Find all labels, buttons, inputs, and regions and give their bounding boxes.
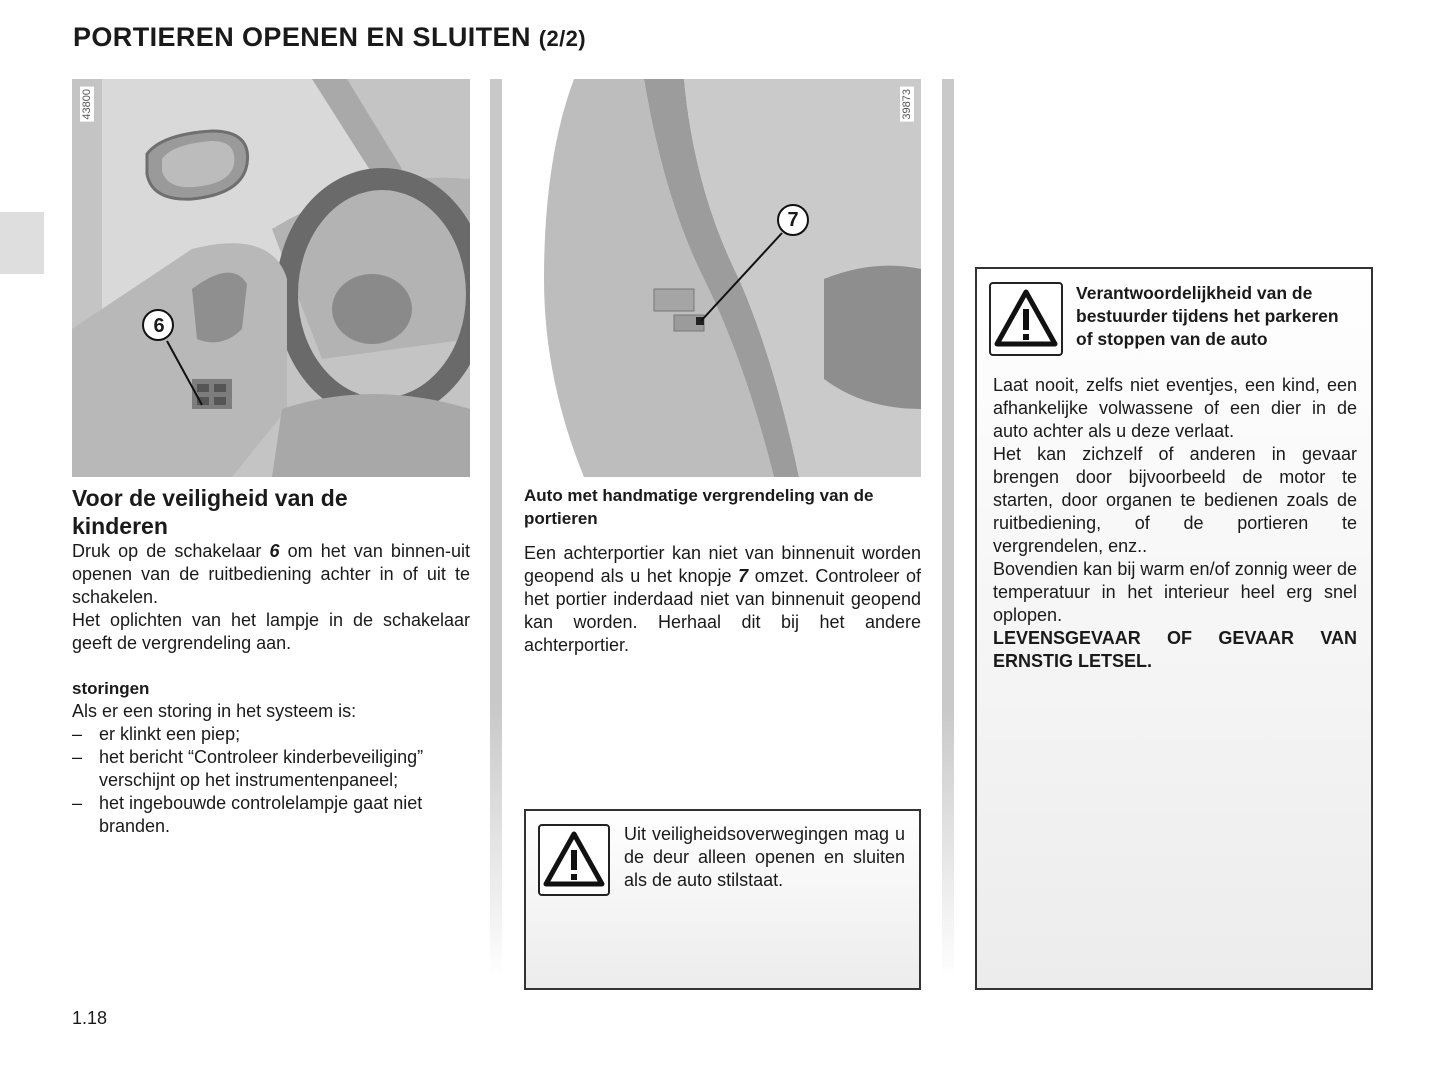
chapter-tab [0,212,44,274]
page-number: 1.18 [72,1008,108,1028]
p1-switch-number: 6 [269,541,280,561]
figure-interior-photo [72,79,470,477]
warning-door-text: Uit veiligheidsoverwegingen mag u de deur alleen openen en sluiten als de auto stilstaat. [624,824,905,890]
warning-driver-danger: LEVENSGEVAAR OF GEVAAR VAN ERNSTIG LETSEL. [993,628,1357,671]
manual-locking-paragraph: Een achterportier kan niet van binnenuit worden geopend als u het knopje 7 omzet. Controleer of het portier inderdaad niet van binnenuit geopend kan worden. Herhaal dit bij het andere achterportier. [524,543,921,655]
p-knob-number: 7 [738,566,749,586]
warning-driver-paragraph-3: Bovendien kan bij warm en/of zonnig weer de temperatuur in het interieur heel erg snel oplopen. [993,559,1357,625]
p1-before: Druk op de schakelaar [72,541,270,561]
interior-illustration [72,79,470,477]
column-1-text [72,484,470,838]
door-illustration [524,79,921,477]
faults-intro: Als er een storing in het systeem is: [72,701,357,721]
page-title-suffix: (2/2) [538,26,587,51]
warning-driver-paragraph-1: Laat nooit, zelfs niet eventjes, een kind, een afhankelijke volwassene of een dier in de auto achter als u deze verlaat. [993,375,1357,441]
list-item: – het bericht “Controleer kinderbeveiliging” verschijnt op het instrumentenpaneel; [72,747,424,790]
section-heading-child-safety [72,484,470,540]
callout-7: 7 [787,209,799,231]
page-title [73,22,586,53]
figure-number-1: 43800 [81,89,93,120]
child-safety-paragraph-2: Het oplichten van het lampje in de schakelaar geeft de vergrendeling aan. [72,610,470,653]
faults-list [72,723,470,838]
warning-triangle-icon [538,824,610,896]
page-title-text: PORTIEREN OPENEN EN SLUITEN [73,22,531,52]
list-item: – het ingebouwde controlelampje gaat niet branden. [72,793,423,836]
figure-number-2: 39873 [901,89,913,120]
warning-triangle-icon [989,282,1063,356]
warning-box-driver [975,267,1373,990]
heading-line-1: Voor de veiligheid van de [72,485,348,511]
warning-driver-body [993,374,1357,673]
child-safety-paragraph-1 [72,540,470,609]
faults-heading: storingen [72,679,150,698]
manual-locking-heading: Auto met handmatige vergrendeling van de portieren [524,486,874,528]
figure-door-photo [524,79,921,477]
column-2-text [524,484,921,657]
warning-box-door [524,809,921,990]
column-separator-left [490,79,502,979]
p1-after: om het van binnen-uit openen van de ruitbediening achter in of uit te schakelen. [72,541,470,607]
list-item: – er klinkt een piep; [72,724,241,744]
warning-driver-title: Verantwoordelijkheid van de bestuurder tijdens het parkeren of stoppen van de auto [1076,283,1339,349]
warning-driver-paragraph-2: Het kan zichzelf of anderen in gevaar brengen door bijvoorbeeld de motor te starten, door organen te bedienen zoals de ruitbediening, of de portieren te vergrendelen, enz.. [993,444,1357,556]
callout-6: 6 [153,315,165,337]
heading-line-2: kinderen [72,513,168,539]
column-separator-right [942,79,954,979]
